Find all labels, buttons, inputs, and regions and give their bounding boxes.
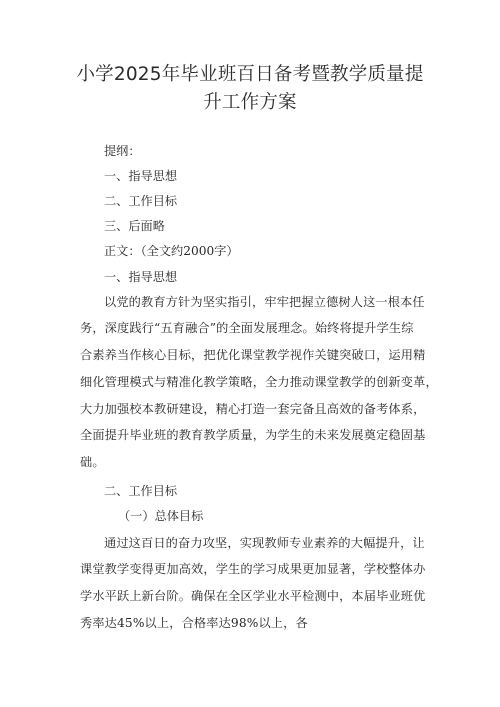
paragraph-line: 学水平跃上新台阶。确保在全区学业水平检测中，本届毕业班优 [80, 589, 426, 603]
outline-label: 提纲： [104, 144, 141, 158]
section-1-heading: 一、指导思想 [104, 270, 178, 284]
body-intro: 正文：（全文约2000字） [104, 244, 239, 258]
paragraph-line: 全面提升毕业班的教育教学质量，为学生的未来发展奠定稳固基 [80, 428, 426, 442]
outline-item-1: 一、指导思想 [104, 169, 178, 183]
document-title-line-1: 小学2025年毕业班百日备考暨教学质量提 [76, 64, 424, 85]
subsection-1-heading: （一）总体目标 [118, 509, 204, 523]
paragraph-line: 务，深度践行“五育融合”的全面发展理念。始终将提升学生综 [80, 321, 414, 335]
document-title-line-2: 升工作方案 [203, 92, 297, 113]
paragraph-line: 大力加强校本教研建设，精心打造一套完备且高效的备考体系， [80, 402, 426, 416]
outline-item-3: 三、后面略 [104, 219, 165, 233]
outline-item-2: 二、工作目标 [104, 194, 178, 208]
paragraph-line: 通过这百日的奋力攻坚，实现教师专业素养的大幅提升，让 [104, 536, 425, 550]
section-2-heading: 二、工作目标 [104, 484, 178, 498]
paragraph-line: 秀率达45%以上，合格率达98%以上，各 [80, 616, 308, 630]
paragraph-line: 课堂教学变得更加高效，学生的学习成果更加显著，学校整体办 [80, 562, 426, 576]
paragraph-line: 础。 [80, 455, 105, 469]
paragraph-line: 合素养当作核心目标，把优化课堂教学视作关键突破口，运用精 [80, 348, 426, 362]
paragraph-line: 以党的教育方针为坚实指引，牢牢把握立德树人这一根本任 [104, 295, 425, 309]
paragraph-line: 细化管理模式与精准化教学策略，全力推动课堂教学的创新变革， [80, 375, 438, 389]
